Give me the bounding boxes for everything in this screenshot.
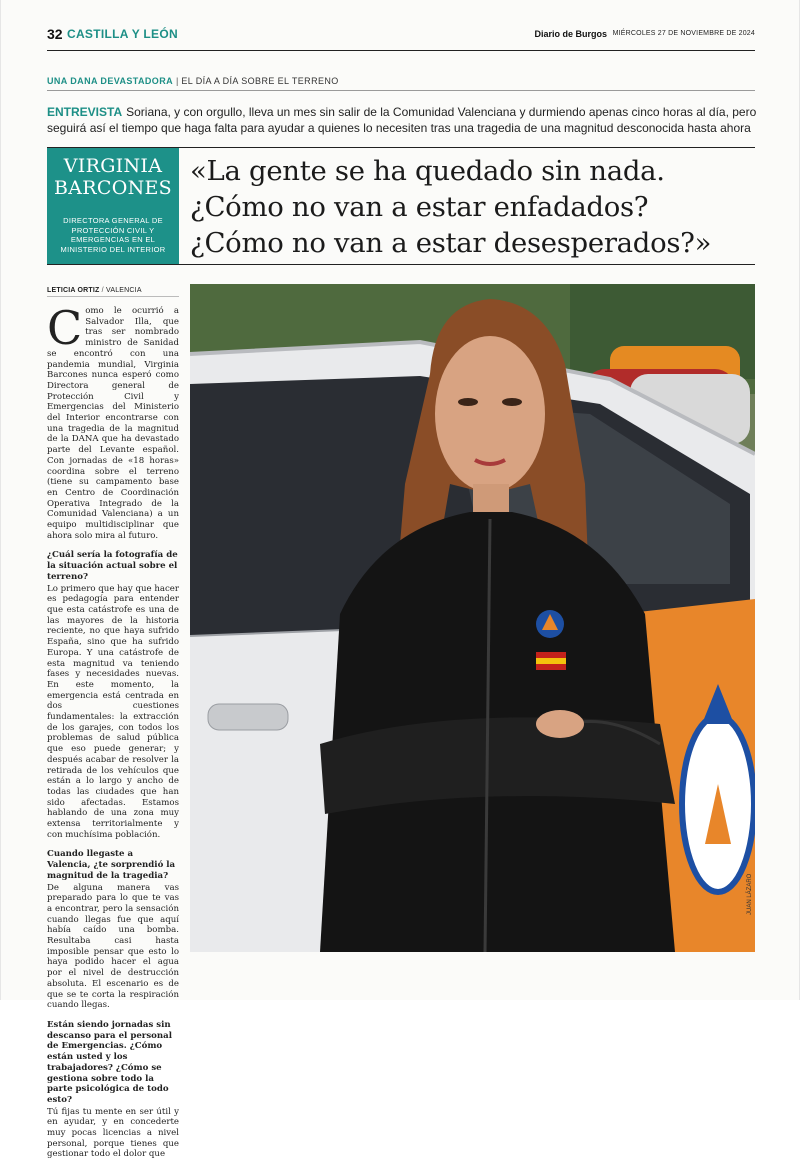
question-2: Cuando llegaste a Valencia, ¿te sorprendió la magnitud de la tragedia? bbox=[47, 849, 176, 881]
intro-text: omo le ocurrió a Salvador Illa, que tras ser nombrado ministro de Sanidad se encontró con una pandemia mundial, Virginia Barcones nunca esperó como Directora general de Protección Civil y Emergencias del Ministerio del Interior encontrarse con una tragedia de la magnitud de la DANA que ha devastado parte del Levante español. Con jornadas de «18 horas» coordina sobre el terreno (tiene su campamento base en Centro de Coordinación Operativa Integrado de la Comunidad Valenciana) a un equipo multidisciplinar que ahora solo mira al futuro. bbox=[47, 306, 179, 541]
interviewee-name bbox=[47, 155, 179, 199]
standfirst bbox=[47, 104, 757, 136]
portrait-illustration bbox=[190, 284, 755, 952]
standfirst-text: Soriana, y con orgullo, lleva un mes sin salir de la Comunidad Valenciana y durmiendo apenas cinco horas al día, pero seguirá así el tiempo que haga falta para ayudar a quienes lo necesiten tras una tragedia de una magnitud desconocida hasta ahora bbox=[47, 105, 757, 135]
question-1: ¿Cuál sería la fotografía de la situación actual sobre el terreno? bbox=[47, 550, 178, 582]
kicker-subtopic: EL DÍA A DÍA SOBRE EL TERRENO bbox=[181, 76, 339, 86]
interviewee-role: DIRECTORA GENERAL DE PROTECCIÓN CIVIL Y EMERGENCIAS EN EL MINISTERIO DEL INTERIOR bbox=[60, 216, 166, 254]
photo-credit: JUAN LÁZARO bbox=[747, 873, 753, 915]
newspaper-name: Diario de Burgos bbox=[534, 29, 607, 39]
headline-line-2: ¿Cómo no van a estar enfadados? bbox=[190, 191, 649, 223]
portrait-photo bbox=[190, 284, 755, 952]
standfirst-label: ENTREVISTA bbox=[47, 105, 123, 119]
question-3: Están siendo jornadas sin descanso para el personal de Emergencias. ¿Cómo están usted y los trabajadores? ¿Cómo se gestiona sobre todo la parte psicológica de todo esto? bbox=[47, 1020, 172, 1105]
headline-line-1: «La gente se ha quedado sin nada. bbox=[190, 155, 665, 187]
answer-3: Tú fijas tu mente en ser útil y en ayudar, y en concederte muy pocas licencias a nivel personal, porque tienes que gestionar todo el dolor que bbox=[47, 1106, 179, 1160]
issue-date: MIÉRCOLES 27 DE NOVIEMBRE DE 2024 bbox=[612, 30, 755, 37]
byline bbox=[47, 287, 179, 297]
byline-separator: / bbox=[101, 287, 104, 294]
headline-line-3: ¿Cómo no van a estar desesperados?» bbox=[190, 227, 712, 259]
page-number: 32 bbox=[47, 26, 63, 42]
article-intro bbox=[47, 301, 179, 541]
headline bbox=[190, 153, 760, 261]
byline-author: LETICIA ORTIZ bbox=[47, 287, 100, 294]
interviewee-first-name: VIRGINIA bbox=[63, 155, 163, 177]
title-rule-bottom bbox=[47, 264, 755, 265]
interviewee-last-name: BARCONES bbox=[53, 177, 172, 199]
answer-1: Lo primero que hay que hacer es pedagogía para entender que esta catástrofe es una de las mayores de la historia reciente, no que haya sufrido España, sino que ha sufrido Europa. Y una catástrofe de esta magnitud va teniendo fases y necesidades nuevas. En este momento, la emergencia está centrada en dos cuestiones fundamentales: la extracción de los garajes, con todos los problemas de salud pública que eso puede generar; y después acabar de resolver la retirada de los vehículos que están a lo largo y ancho de todas las ciudades que han sido afectadas. Estamos hablando de una zona muy extensa territorialmente y con muchísima población. bbox=[47, 583, 179, 840]
page-header bbox=[47, 24, 755, 51]
byline-city: VALENCIA bbox=[105, 287, 142, 294]
article-body bbox=[47, 301, 179, 1169]
interviewee-box bbox=[47, 148, 179, 264]
kicker-separator: | bbox=[176, 76, 179, 86]
drop-cap: C bbox=[47, 301, 83, 355]
section-title: CASTILLA Y LEÓN bbox=[67, 27, 178, 41]
kicker-topic: UNA DANA DEVASTADORA bbox=[47, 76, 173, 86]
answer-2: De alguna manera vas preparado para lo que te vas a encontrar, pero la sensación cuando llegas fue que aquí había caído una bomba. Resultaba casi hasta imposible pensar que esto lo haya podido hacer el agua por el nivel de destrucción absoluta. El escenario es de que se te corta la respiración cuando llegas. bbox=[47, 882, 179, 1011]
kicker bbox=[47, 76, 755, 91]
